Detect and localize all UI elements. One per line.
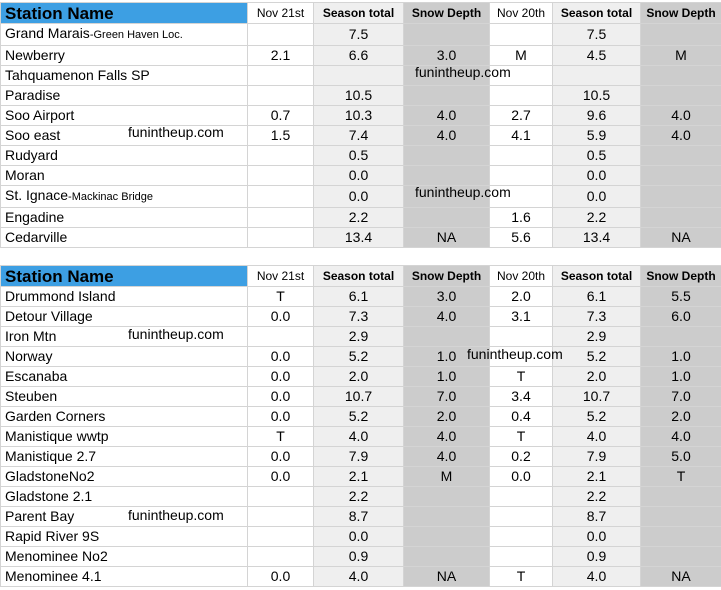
watermark-text: funintheup.com [128, 124, 224, 140]
season21-cell: 0.5 [314, 146, 404, 166]
season21-cell: 2.0 [314, 367, 404, 387]
depth21-cell: 3.0 [404, 287, 490, 307]
table-row [1, 347, 721, 367]
depth20-cell [641, 24, 721, 46]
season20-cell: 0.0 [553, 186, 641, 208]
station-location-note: -Green Haven Loc. [89, 29, 183, 41]
station-name-cell [1, 228, 248, 248]
depth20-cell: 1.0 [641, 347, 721, 367]
nov21-cell: 0.7 [248, 106, 314, 126]
season20-cell: 2.2 [553, 208, 641, 228]
depth20-cell: 7.0 [641, 387, 721, 407]
nov20-cell: M [490, 46, 553, 66]
nov21-cell: 1.5 [248, 126, 314, 146]
station-name: Menominee 4.1 [5, 568, 102, 584]
depth20-cell: NA [641, 228, 721, 248]
station-name: Cedarville [5, 229, 68, 245]
station-name: Engadine [5, 209, 65, 225]
season20-cell: 7.9 [553, 447, 641, 467]
season-total-header: Season total [314, 266, 404, 287]
depth20-cell [641, 86, 721, 106]
station-name-cell [1, 208, 248, 228]
nov20-cell: 5.6 [490, 228, 553, 248]
depth20-cell: 1.0 [641, 367, 721, 387]
depth20-cell: M [641, 46, 721, 66]
depth20-cell [641, 547, 721, 567]
station-name-cell [1, 347, 248, 367]
table-row [1, 166, 721, 186]
depth21-cell [404, 86, 490, 106]
station-name: Menominee No2 [5, 548, 108, 564]
season21-cell: 0.0 [314, 166, 404, 186]
season20-cell: 0.5 [553, 146, 641, 166]
station-name: Gladstone 2.1 [5, 488, 93, 504]
station-name-cell [1, 387, 248, 407]
nov20-cell: 0.0 [490, 467, 553, 487]
season21-cell: 6.6 [314, 46, 404, 66]
depth21-cell: 4.0 [404, 126, 490, 146]
watermark-text: funintheup.com [467, 346, 563, 362]
season21-cell: 2.2 [314, 487, 404, 507]
nov21-cell: 0.0 [248, 347, 314, 367]
season21-cell: 2.1 [314, 467, 404, 487]
nov20-cell: T [490, 427, 553, 447]
snow-depth-header: Snow Depth [404, 3, 490, 24]
station-name-cell [1, 66, 248, 86]
nov20-cell [490, 327, 553, 347]
depth21-cell: 4.0 [404, 307, 490, 327]
nov21-cell [248, 507, 314, 527]
nov21-cell [248, 208, 314, 228]
season21-cell: 10.3 [314, 106, 404, 126]
nov21-cell: 0.0 [248, 567, 314, 587]
depth21-cell [404, 186, 490, 208]
depth20-cell: 6.0 [641, 307, 721, 327]
station-name: Manistique 2.7 [5, 448, 97, 464]
station-name-cell [1, 307, 248, 327]
depth20-cell [641, 507, 721, 527]
nov21-header: Nov 21st [248, 3, 314, 24]
table-row [1, 146, 721, 166]
season21-cell: 7.9 [314, 447, 404, 467]
nov20-cell: 2.0 [490, 287, 553, 307]
table-row [1, 307, 721, 327]
table-row [1, 46, 721, 66]
table-row [1, 507, 721, 527]
nov20-header: Nov 20th [490, 3, 553, 24]
depth21-cell: 3.0 [404, 46, 490, 66]
nov21-cell: 0.0 [248, 447, 314, 467]
station-name-cell [1, 407, 248, 427]
station-name: Norway [5, 348, 53, 364]
season20-cell: 7.3 [553, 307, 641, 327]
station-name-header: Station Name [1, 3, 248, 24]
table-row [1, 66, 721, 86]
station-name-cell [1, 24, 248, 46]
season21-cell: 7.3 [314, 307, 404, 327]
nov21-cell: T [248, 287, 314, 307]
nov21-cell: 0.0 [248, 367, 314, 387]
depth21-cell: 4.0 [404, 106, 490, 126]
nov20-cell [490, 146, 553, 166]
nov21-cell [248, 547, 314, 567]
table-row [1, 387, 721, 407]
season20-cell: 2.9 [553, 327, 641, 347]
nov20-cell [490, 507, 553, 527]
station-name: Soo east [5, 127, 61, 143]
nov21-cell [248, 166, 314, 186]
season21-cell: 5.2 [314, 407, 404, 427]
station-name-cell [1, 327, 248, 347]
season21-cell: 7.5 [314, 24, 404, 46]
station-name-header: Station Name [1, 266, 248, 287]
station-name: Iron Mtn [5, 328, 57, 344]
station-name: Rapid River 9S [5, 528, 100, 544]
station-name-cell [1, 507, 248, 527]
season21-cell: 2.2 [314, 208, 404, 228]
season21-cell: 0.9 [314, 547, 404, 567]
station-name: Escanaba [5, 368, 68, 384]
nov20-header: Nov 20th [490, 266, 553, 287]
depth21-cell [404, 166, 490, 186]
table-row [1, 567, 721, 587]
nov20-cell: 1.6 [490, 208, 553, 228]
depth21-cell: NA [404, 567, 490, 587]
nov20-cell [490, 24, 553, 46]
station-name-cell [1, 46, 248, 66]
depth20-cell [641, 527, 721, 547]
depth21-cell [404, 527, 490, 547]
table-row [1, 427, 721, 447]
depth21-cell: M [404, 467, 490, 487]
station-name: Moran [5, 167, 45, 183]
season20-cell: 4.5 [553, 46, 641, 66]
depth21-cell [404, 487, 490, 507]
season20-cell: 9.6 [553, 106, 641, 126]
station-name: Steuben [5, 388, 58, 404]
table-row [1, 86, 721, 106]
station-name: St. Ignace [5, 187, 69, 203]
watermark-text: funintheup.com [128, 326, 224, 342]
season20-cell: 2.1 [553, 467, 641, 487]
station-name-cell [1, 126, 248, 146]
depth21-cell [404, 327, 490, 347]
depth21-cell [404, 146, 490, 166]
season21-cell [314, 66, 404, 86]
nov21-cell [248, 327, 314, 347]
watermark-text: funintheup.com [415, 64, 511, 80]
station-location-note: -Mackinac Bridge [68, 191, 154, 203]
nov20-cell [490, 527, 553, 547]
nov20-cell [490, 547, 553, 567]
season20-cell: 5.2 [553, 347, 641, 367]
season21-cell: 7.4 [314, 126, 404, 146]
station-name: Soo Airport [5, 107, 75, 123]
nov20-cell: 0.4 [490, 407, 553, 427]
snow-depth-header-2: Snow Depth [641, 3, 721, 24]
season20-cell: 0.0 [553, 527, 641, 547]
table-row [1, 228, 721, 248]
depth20-cell [641, 327, 721, 347]
season20-cell: 13.4 [553, 228, 641, 248]
nov20-cell [490, 66, 553, 86]
station-name-cell [1, 166, 248, 186]
season20-cell: 4.0 [553, 567, 641, 587]
table-row [1, 547, 721, 567]
station-name: Grand Marais [5, 25, 90, 41]
season20-cell: 5.9 [553, 126, 641, 146]
table-row [1, 106, 721, 126]
depth21-cell: 1.0 [404, 367, 490, 387]
station-name: Rudyard [5, 147, 58, 163]
station-name-cell [1, 567, 248, 587]
depth20-cell [641, 487, 721, 507]
season21-cell: 13.4 [314, 228, 404, 248]
nov20-cell: 3.4 [490, 387, 553, 407]
season21-cell: 0.0 [314, 186, 404, 208]
station-name: Manistique wwtp [5, 428, 109, 444]
depth21-cell [404, 208, 490, 228]
season20-cell: 5.2 [553, 407, 641, 427]
station-name-cell [1, 367, 248, 387]
table-row [1, 407, 721, 427]
nov20-cell [490, 487, 553, 507]
station-name: GladstoneNo2 [5, 468, 95, 484]
table-row [1, 527, 721, 547]
depth20-cell: NA [641, 567, 721, 587]
depth20-cell: 2.0 [641, 407, 721, 427]
station-name-cell [1, 447, 248, 467]
station-name-cell [1, 487, 248, 507]
table-row [1, 24, 721, 46]
nov20-cell: 4.1 [490, 126, 553, 146]
nov21-cell: T [248, 427, 314, 447]
season20-cell: 10.7 [553, 387, 641, 407]
depth20-cell [641, 166, 721, 186]
watermark-text: funintheup.com [415, 184, 511, 200]
nov21-cell [248, 66, 314, 86]
table-row [1, 467, 721, 487]
nov20-cell: 3.1 [490, 307, 553, 327]
nov20-cell: T [490, 367, 553, 387]
season20-cell: 0.9 [553, 547, 641, 567]
snowfall-table-west [0, 265, 721, 587]
depth21-cell: 2.0 [404, 407, 490, 427]
season21-cell: 8.7 [314, 507, 404, 527]
nov21-cell: 0.0 [248, 407, 314, 427]
depth21-cell [404, 24, 490, 46]
nov21-cell [248, 24, 314, 46]
nov21-cell: 0.0 [248, 387, 314, 407]
station-name: Parent Bay [5, 508, 75, 524]
depth20-cell [641, 208, 721, 228]
nov21-cell [248, 86, 314, 106]
table-row [1, 447, 721, 467]
nov21-cell [248, 487, 314, 507]
station-name: Newberry [5, 47, 65, 63]
season20-cell: 10.5 [553, 86, 641, 106]
season21-cell: 0.0 [314, 527, 404, 547]
nov20-cell: T [490, 567, 553, 587]
depth21-cell [404, 507, 490, 527]
depth20-cell: 4.0 [641, 126, 721, 146]
table-row [1, 287, 721, 307]
station-name-cell [1, 146, 248, 166]
station-name-cell [1, 547, 248, 567]
season20-cell: 7.5 [553, 24, 641, 46]
depth21-cell [404, 66, 490, 86]
depth21-cell [404, 547, 490, 567]
depth20-cell [641, 186, 721, 208]
nov20-cell: 2.7 [490, 106, 553, 126]
station-name-cell [1, 287, 248, 307]
station-name: Tahquamenon Falls SP [5, 67, 150, 83]
nov21-cell [248, 186, 314, 208]
nov21-cell: 2.1 [248, 46, 314, 66]
depth20-cell: 4.0 [641, 427, 721, 447]
depth21-cell: 4.0 [404, 447, 490, 467]
table-row [1, 186, 721, 208]
season20-cell: 4.0 [553, 427, 641, 447]
table-header-row [1, 266, 721, 287]
depth20-cell [641, 146, 721, 166]
depth20-cell: 5.5 [641, 287, 721, 307]
nov20-cell: 0.2 [490, 447, 553, 467]
station-name: Garden Corners [5, 408, 106, 424]
table-row [1, 126, 721, 146]
season-total-header-2: Season total [553, 266, 641, 287]
season21-cell: 10.5 [314, 86, 404, 106]
nov21-cell: 0.0 [248, 307, 314, 327]
depth21-cell: 7.0 [404, 387, 490, 407]
station-name-cell [1, 86, 248, 106]
table-row [1, 208, 721, 228]
season21-cell: 10.7 [314, 387, 404, 407]
snowfall-table-east [0, 2, 721, 248]
nov21-cell: 0.0 [248, 467, 314, 487]
table-row [1, 367, 721, 387]
season20-cell: 2.0 [553, 367, 641, 387]
nov21-cell [248, 527, 314, 547]
season21-cell: 4.0 [314, 427, 404, 447]
table-row [1, 327, 721, 347]
nov20-cell [490, 166, 553, 186]
season-total-header-2: Season total [553, 3, 641, 24]
nov21-cell [248, 228, 314, 248]
nov20-cell [490, 186, 553, 208]
season21-cell: 6.1 [314, 287, 404, 307]
nov20-cell [490, 347, 553, 367]
season20-cell [553, 66, 641, 86]
season-total-header: Season total [314, 3, 404, 24]
snow-depth-header: Snow Depth [404, 266, 490, 287]
season21-cell: 4.0 [314, 567, 404, 587]
season21-cell: 5.2 [314, 347, 404, 367]
station-name-cell [1, 106, 248, 126]
season20-cell: 8.7 [553, 507, 641, 527]
nov21-header: Nov 21st [248, 266, 314, 287]
station-name: Drummond Island [5, 288, 116, 304]
watermark-text: funintheup.com [128, 507, 224, 523]
station-name-cell [1, 527, 248, 547]
depth21-cell: NA [404, 228, 490, 248]
season21-cell: 2.9 [314, 327, 404, 347]
season20-cell: 2.2 [553, 487, 641, 507]
station-name: Paradise [5, 87, 61, 103]
depth20-cell: 4.0 [641, 106, 721, 126]
depth21-cell: 1.0 [404, 347, 490, 367]
season20-cell: 0.0 [553, 166, 641, 186]
depth20-cell: 5.0 [641, 447, 721, 467]
nov21-cell [248, 146, 314, 166]
depth20-cell [641, 66, 721, 86]
season20-cell: 6.1 [553, 287, 641, 307]
depth21-cell: 4.0 [404, 427, 490, 447]
nov20-cell [490, 86, 553, 106]
table-header-row [1, 3, 721, 24]
station-name-cell [1, 186, 248, 208]
table-row [1, 487, 721, 507]
snow-depth-header-2: Snow Depth [641, 266, 721, 287]
station-name: Detour Village [5, 308, 93, 324]
station-name-cell [1, 467, 248, 487]
depth20-cell: T [641, 467, 721, 487]
station-name-cell [1, 427, 248, 447]
